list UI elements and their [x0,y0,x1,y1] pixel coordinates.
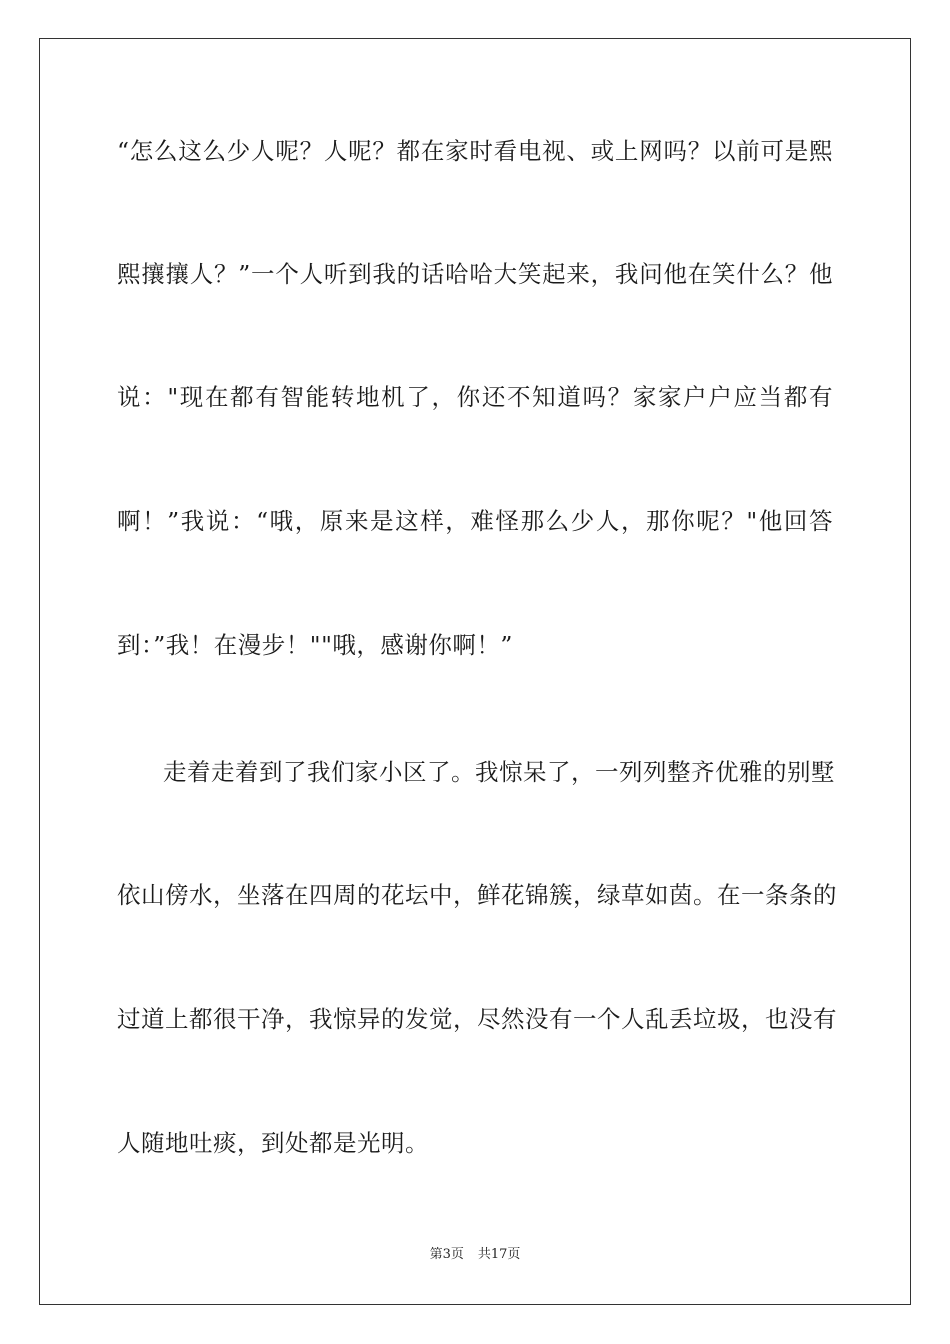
page-number-total: 共17页 [477,1247,521,1262]
text-line-4: 啊！”我说：“哦，原来是这样，难怪那么少人，那你呢？"他回答 [117,507,833,535]
page-footer [0,1247,950,1263]
text-line-9: 人随地吐痰，到处都是光明。 [117,1129,429,1157]
text-line-3: 说："现在都有智能转地机了，你还不知道吗？家家户户应当都有 [117,383,833,411]
page-border [39,38,911,1305]
text-line-1: “怎么这么少人呢？人呢？都在家时看电视、或上网吗？以前可是熙 [117,137,833,165]
text-line-2: 熙攘攘人？”一个人听到我的话哈哈大笑起来，我问他在笑什么？他 [117,260,833,288]
text-line-6-paragraph-start: 走着走着到了我们家小区了。我惊呆了，一列列整齐优雅的别墅 [163,758,835,786]
text-line-7: 依山傍水，坐落在四周的花坛中，鲜花锦簇，绿草如茵。在一条条的 [117,881,837,909]
text-line-5: 到：”我！在漫步！""哦，感谢你啊！” [117,631,513,659]
page-number-current: 第3页 [429,1247,464,1262]
text-line-8: 过道上都很干净，我惊异的发觉，尽然没有一个人乱丢垃圾，也没有 [117,1005,837,1033]
